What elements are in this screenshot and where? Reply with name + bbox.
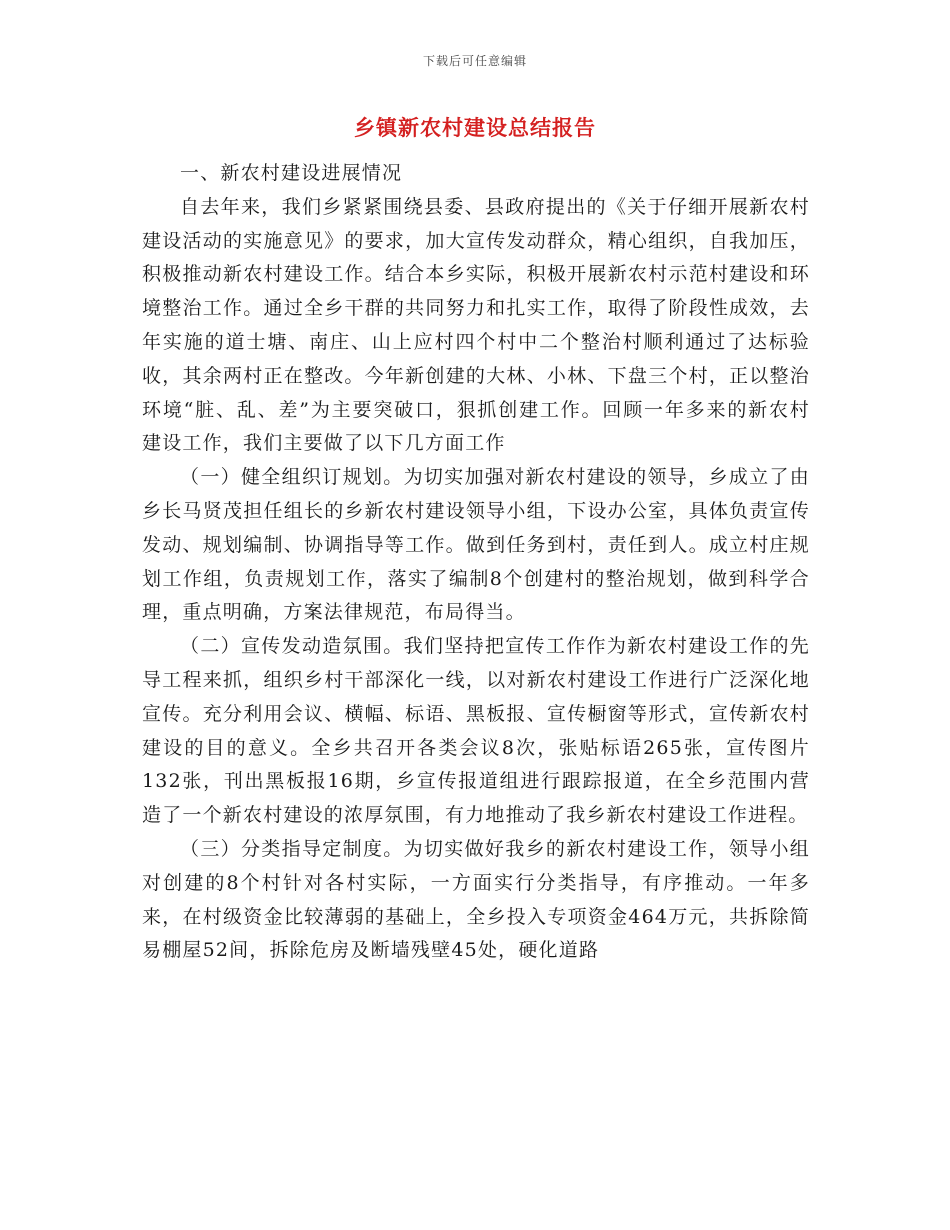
paragraph-guidance: （三）分类指导定制度。为切实做好我乡的新农村建设工作，领导小组对创建的8个村针对各村实际，一方面实行分类指导，有序推动。一年多来，在村级资金比较薄弱的基础上，全乡投入专项资金464万元，共拆除简易棚屋52间，拆除危房及断墙残壁45处，硬化道路 — [142, 837, 810, 962]
section-heading: 一、新农村建设进展情况 — [180, 162, 403, 184]
document-body — [142, 157, 810, 968]
paragraph-publicity: （二）宣传发动造氛围。我们坚持把宣传工作作为新农村建设工作的先导工程来抓，组织乡村干部深化一线，以对新农村建设工作进行广泛深化地宣传。充分利用会议、横幅、标语、黑板报、宣传橱窗等形式，宣传新农村建设的目的意义。全乡共召开各类会议8次，张贴标语265张，宣传图片132张，刊出黑板报16期，乡宣传报道组进行跟踪报道，在全乡范围内营造了一个新农村建设的浓厚氛围，有力地推动了我乡新农村建设工作进程。 — [142, 635, 810, 827]
paragraph-organization: （一）健全组织订规划。为切实加强对新农村建设的领导，乡成立了由乡长马贤茂担任组长的乡新农村建设领导小组，下设办公室，具体负责宣传发动、规划编制、协调指导等工作。做到任务到村，责任到人。成立村庄规划工作组，负责规划工作，落实了编制8个创建村的整治规划，做到科学合理，重点明确，方案法律规范，布局得当。 — [142, 466, 810, 624]
document-title: 乡镇新农村建设总结报告 — [354, 115, 596, 140]
page-header-note: 下载后可任意编辑 — [422, 54, 527, 68]
paragraph-intro: 自去年来，我们乡紧紧围绕县委、县政府提出的《关于仔细开展新农村建设活动的实施意见》的要求，加大宣传发动群众，精心组织，自我加压，积极推动新农村建设工作。结合本乡实际，积极开展新农村示范村建设和环境整治工作。通过全乡干群的共同努力和扎实工作，取得了阶段性成效，去年实施的道士塘、南庄、山上应村四个村中二个整治村顺利通过了达标验收，其余两村正在整改。今年新创建的大林、小林、下盘三个村，正以整治环境“脏、乱、差”为主要突破口，狠抓创建工作。回顾一年多来的新农村建设工作，我们主要做了以下几方面工作 — [142, 195, 810, 455]
